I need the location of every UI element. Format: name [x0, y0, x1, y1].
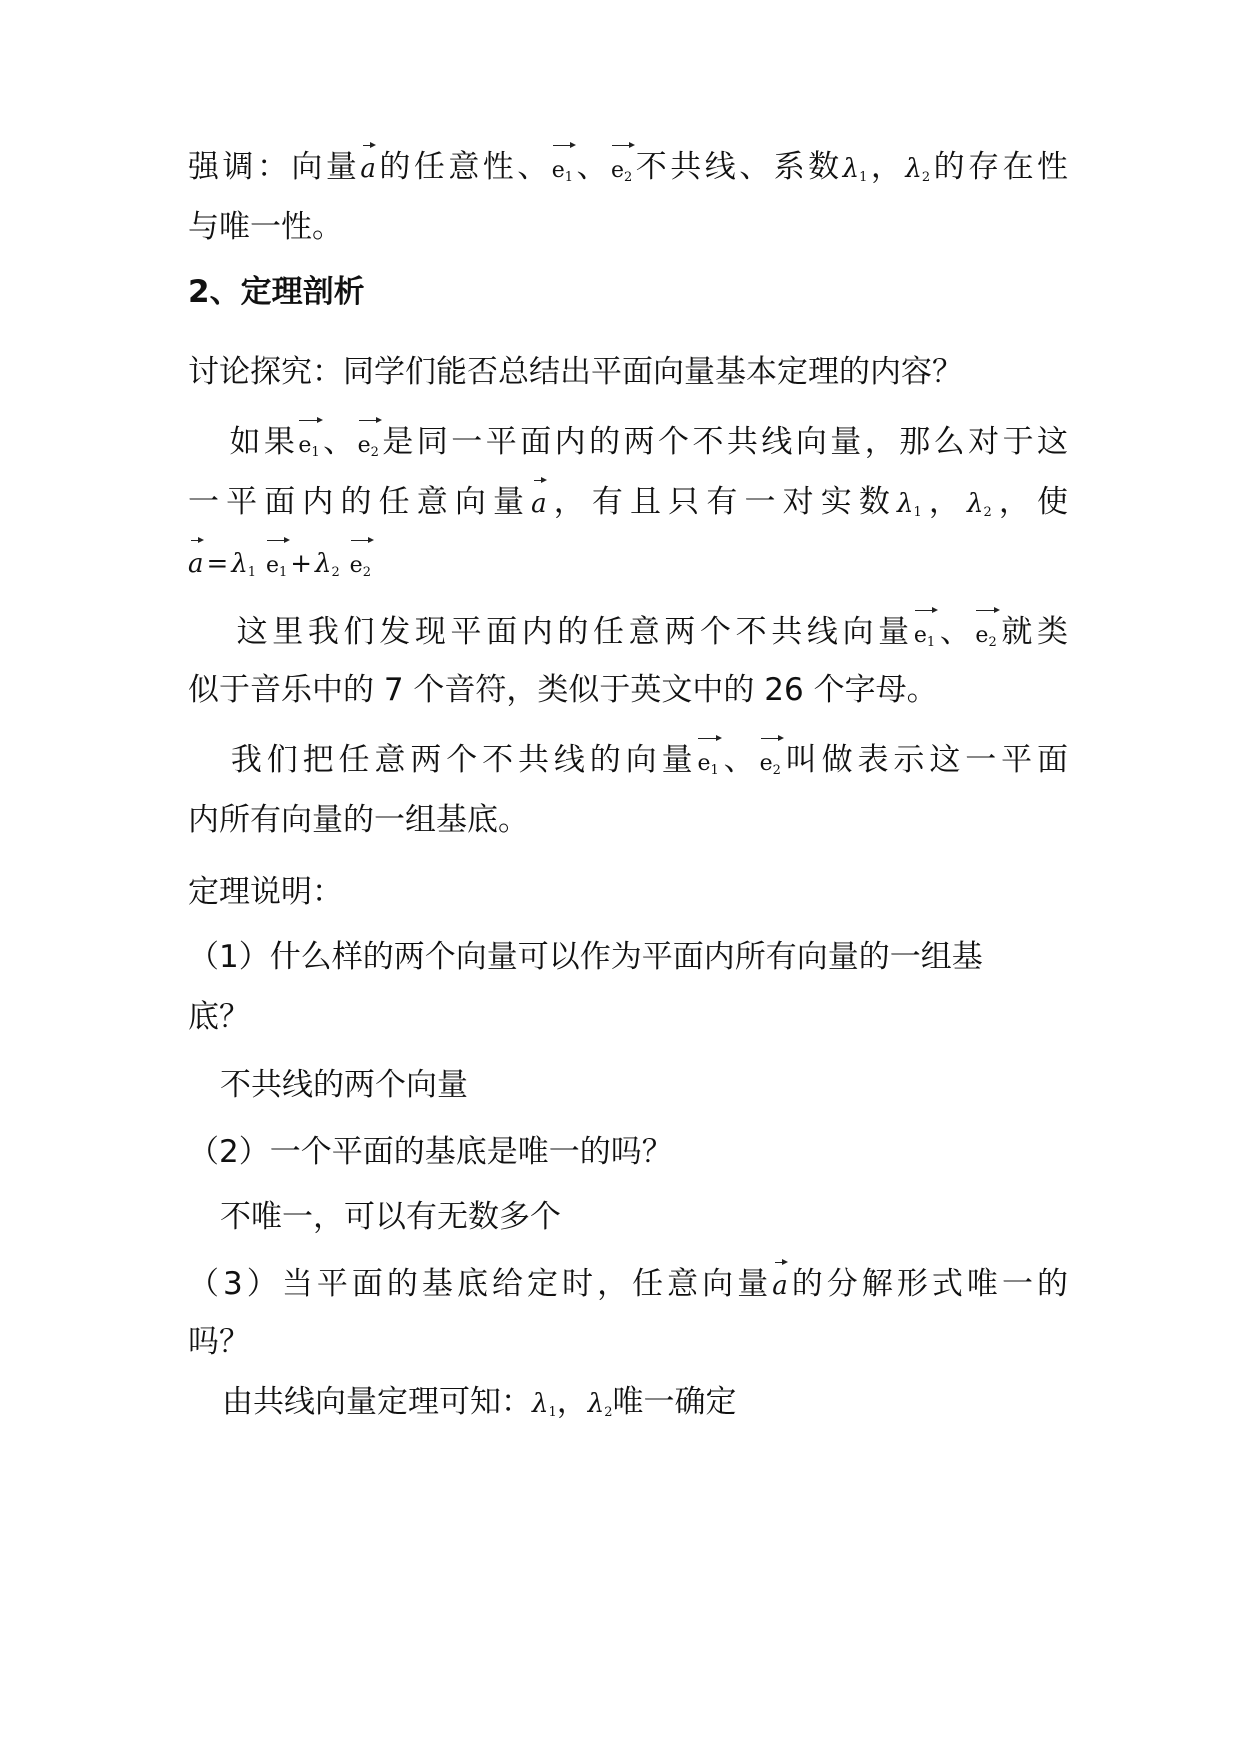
lambda-symbol: λ	[905, 154, 922, 184]
answer-3	[222, 1380, 1102, 1435]
vector-e2	[350, 540, 371, 595]
vector-a: a	[531, 480, 547, 526]
emphasis-text: ，	[867, 149, 906, 185]
vector-e2-base: e	[357, 433, 371, 458]
vector-e1	[266, 540, 287, 595]
basis-text: 内所有向量的一组基底。	[188, 802, 529, 838]
vector-e2-subscript: 2	[988, 635, 997, 650]
discussion-line	[188, 350, 1068, 394]
answer-3-text: ，	[556, 1384, 588, 1420]
plus-sign: +	[290, 549, 313, 579]
lambda-symbol: λ	[231, 549, 248, 579]
lambda-1	[897, 482, 922, 535]
analogy-line-2	[188, 668, 1068, 712]
question-3-text: 的分解形式唯一的	[787, 1266, 1068, 1302]
vector-e2-subscript: 2	[362, 565, 371, 580]
analogy-text: 、	[935, 614, 976, 650]
vector-e2-subscript: 2	[624, 170, 633, 185]
theorem-text: ，有且只有一对实数	[546, 484, 897, 520]
lambda-subscript: 1	[247, 565, 257, 580]
lambda-symbol: λ	[967, 489, 984, 519]
answer-3-text: 由共线向量定理可知：	[222, 1384, 532, 1420]
lambda-subscript: 2	[921, 170, 931, 185]
vector-e2-subscript: 2	[370, 445, 379, 460]
vector-e2	[760, 738, 781, 793]
vector-e2-base: e	[611, 158, 625, 183]
question-1-text: （1）什么样的两个向量可以作为平面内所有向量的一组基	[188, 939, 983, 975]
theorem-text: 、	[319, 424, 358, 460]
vector-e2-base: e	[759, 751, 773, 776]
lambda-subscript: 2	[983, 505, 992, 520]
theorem-text: 如果	[226, 424, 299, 460]
answer-1	[220, 1063, 1100, 1107]
theorem-line-1	[188, 420, 1068, 475]
vector-e1	[697, 738, 718, 793]
basis-line-2	[188, 798, 1068, 842]
explain-title-text: 定理说明：	[188, 874, 343, 910]
vector-e2-base: e	[975, 623, 989, 648]
question-1-line-2	[188, 995, 1068, 1039]
emphasis-text: 、	[573, 149, 612, 185]
answer-2	[220, 1195, 1100, 1239]
lambda-symbol: λ	[532, 1389, 549, 1419]
analogy-line-1	[188, 610, 1068, 665]
basis-text: 叫做表示这一平面	[780, 742, 1068, 778]
lambda-subscript: 1	[913, 505, 922, 520]
answer-3-text: 唯一确定	[612, 1384, 737, 1420]
vector-e1	[298, 420, 319, 475]
question-1-text: 底？	[188, 999, 250, 1035]
theorem-text: ，	[921, 484, 967, 520]
vector-e1	[914, 610, 935, 665]
question-2	[188, 1130, 1068, 1174]
lambda-2	[967, 482, 992, 535]
question-1-line-1	[188, 935, 1068, 979]
section-heading	[188, 270, 1068, 314]
lambda-symbol: λ	[315, 549, 332, 579]
lambda-subscript: 1	[548, 1405, 557, 1420]
vector-e2-base: e	[349, 553, 363, 578]
lambda-1	[843, 147, 868, 200]
question-3-line-1	[188, 1262, 1068, 1308]
emphasis-line-2	[188, 205, 1068, 249]
lambda-1	[532, 1382, 557, 1435]
answer-1-text: 不共线的两个向量	[220, 1067, 468, 1103]
question-3-text: 吗？	[188, 1324, 250, 1360]
vector-e2	[358, 420, 379, 475]
lambda-1	[231, 542, 256, 595]
discussion-text: 讨论探究：同学们能否总结出平面向量基本定理的内容？	[188, 354, 963, 390]
vector-e1-subscript: 1	[926, 635, 936, 650]
basis-text: 我们把任意两个不共线的向量	[226, 742, 698, 778]
vector-e1-base: e	[298, 433, 312, 458]
theorem-formula	[188, 540, 1068, 595]
vector-a: a	[360, 145, 376, 191]
emphasis-text: 的存在性	[930, 149, 1069, 185]
section-heading-text: 2、定理剖析	[188, 274, 365, 310]
emphasis-text: 与唯一性。	[188, 209, 343, 245]
vector-e1-base: e	[265, 553, 279, 578]
vector-e1-base: e	[913, 623, 927, 648]
analogy-text: 似于音乐中的 7 个音符，类似于英文中的 26 个字母。	[188, 672, 938, 708]
lambda-2	[315, 542, 340, 595]
answer-2-text: 不唯一，可以有无数多个	[220, 1199, 561, 1235]
lambda-subscript: 1	[859, 170, 868, 185]
emphasis-text: 强调：向量	[188, 149, 361, 185]
vector-a: a	[772, 1262, 788, 1308]
theorem-line-2	[188, 480, 1068, 535]
vector-e1-base: e	[697, 751, 711, 776]
emphasis-line-1	[188, 145, 1068, 200]
lambda-subscript: 2	[331, 565, 340, 580]
vector-e1-subscript: 1	[710, 763, 719, 778]
lambda-subscript: 2	[604, 1405, 613, 1420]
equals-sign: =	[206, 549, 229, 579]
lambda-symbol: λ	[587, 1389, 605, 1419]
basis-line-1	[188, 738, 1068, 793]
emphasis-text: 的任意性、	[375, 149, 552, 185]
vector-e1-subscript: 1	[564, 170, 574, 185]
vector-e2	[975, 610, 996, 665]
basis-text: 、	[718, 742, 760, 778]
vector-e1-subscript: 1	[278, 565, 288, 580]
lambda-2	[588, 1382, 613, 1435]
analogy-text: 就类	[996, 614, 1068, 650]
vector-a: a	[188, 540, 204, 586]
lambda-symbol: λ	[842, 154, 860, 184]
explain-title	[188, 870, 1068, 914]
question-2-text: （2）一个平面的基底是唯一的吗？	[188, 1134, 673, 1170]
lambda-symbol: λ	[896, 489, 914, 519]
question-3-line-2	[188, 1320, 1068, 1364]
vector-e1-subscript: 1	[311, 445, 320, 460]
emphasis-text: 不共线、系数	[632, 149, 843, 185]
theorem-text: 一平面内的任意向量	[188, 484, 532, 520]
vector-e1-base: e	[551, 158, 565, 183]
theorem-text: ，使	[991, 484, 1069, 520]
lambda-2	[905, 147, 930, 200]
analogy-text: 这里我们发现平面内的任意两个不共线向量	[232, 614, 914, 650]
vector-e2-subscript: 2	[772, 763, 781, 778]
vector-e2	[611, 145, 632, 200]
vector-e1	[552, 145, 573, 200]
question-3-text: （3）当平面的基底给定时，任意向量	[188, 1266, 773, 1302]
theorem-text: 是同一平面内的两个不共线向量，那么对于这	[378, 424, 1069, 460]
